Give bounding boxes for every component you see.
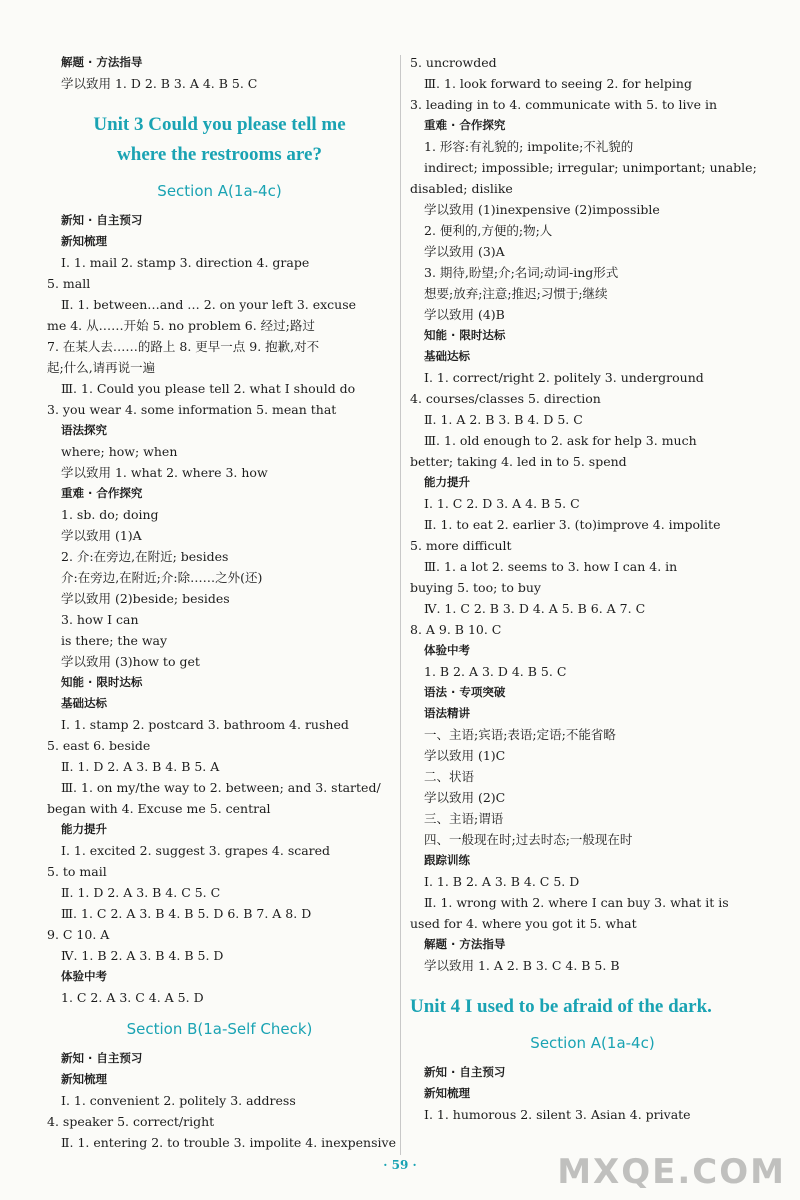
answer-line: Ⅲ. 1. a lot 2. seems to 3. how I can 4. in bbox=[424, 559, 678, 574]
answer-line: Ⅳ. 1. B 2. A 3. B 4. B 5. D bbox=[61, 948, 224, 963]
answer-line: Ⅲ. 1. look forward to seeing 2. for helping bbox=[424, 76, 692, 91]
answer-line: 学以致用 1. D 2. B 3. A 4. B 5. C bbox=[61, 76, 258, 91]
unit4-title: Unit 4 I used to be afraid of the dark. bbox=[410, 996, 712, 1017]
answer-line: 四、一般现在时;过去时态;一般现在时 bbox=[424, 832, 633, 847]
answer-line: better; taking 4. led in to 5. spend bbox=[410, 454, 627, 469]
answer-line: Ⅲ. 1. Could you please tell 2. what I should do bbox=[61, 381, 356, 396]
answer-line: 学以致用 1. what 2. where 3. how bbox=[61, 465, 268, 480]
answer-line: buying 5. too; to buy bbox=[410, 580, 541, 595]
heading-method-guide: 解题 · 方法指导 bbox=[61, 55, 143, 69]
heading-knowledge: 新知梳理 bbox=[424, 1086, 470, 1100]
answer-line: 1. 形容:有礼貌的; impolite;不礼貌的 bbox=[424, 139, 634, 154]
answer-line: began with 4. Excuse me 5. central bbox=[47, 801, 271, 816]
answer-line: 5. mall bbox=[47, 276, 91, 291]
answer-line: Ⅰ. 1. humorous 2. silent 3. Asian 4. private bbox=[424, 1107, 691, 1122]
answer-line: indirect; impossible; irregular; unimportant; unable; bbox=[424, 160, 757, 175]
heading-method-guide: 解题 · 方法指导 bbox=[424, 937, 506, 951]
answer-line: 7. 在某人去……的路上 8. 更早一点 9. 抱歉,对不 bbox=[47, 339, 320, 354]
answer-line: 8. A 9. B 10. C bbox=[410, 622, 502, 637]
heading-knowledge: 新知梳理 bbox=[61, 1072, 107, 1086]
answer-line: Ⅰ. 1. stamp 2. postcard 3. bathroom 4. rushed bbox=[61, 717, 349, 732]
answer-line: 3. you wear 4. some information 5. mean that bbox=[47, 402, 337, 417]
heading-preview: 新知 · 自主预习 bbox=[424, 1065, 506, 1079]
heading-grammar: 语法探究 bbox=[61, 423, 107, 437]
answer-line: 9. C 10. A bbox=[47, 927, 110, 942]
answer-line: 一、主语;宾语;表语;定语;不能省略 bbox=[424, 727, 616, 742]
answer-line: 5. to mail bbox=[47, 864, 107, 879]
answer-line: 学以致用 (2)C bbox=[424, 790, 506, 805]
answer-line: Ⅱ. 1. to eat 2. earlier 3. (to)improve 4. impolite bbox=[424, 517, 721, 532]
answer-line: Ⅱ. 1. wrong with 2. where I can buy 3. what it is bbox=[424, 895, 729, 910]
answer-line: 想要;放弃;注意;推迟;习惯于;继续 bbox=[424, 286, 608, 301]
answer-line: 三、主语;谓语 bbox=[424, 811, 504, 826]
answer-line: 1. B 2. A 3. D 4. B 5. C bbox=[424, 664, 567, 679]
answer-line: Ⅰ. 1. C 2. D 3. A 4. B 5. C bbox=[424, 496, 580, 511]
answer-line: 介:在旁边,在附近;介:除……之外(还) bbox=[61, 570, 263, 585]
heading-exam: 体验中考 bbox=[424, 643, 470, 657]
unit3-title-line1: Unit 3 Could you please tell me bbox=[93, 114, 346, 135]
heading-ability: 能力提升 bbox=[424, 475, 470, 489]
answer-line: used for 4. where you got it 5. what bbox=[410, 916, 637, 931]
page-number: · 59 · bbox=[383, 1158, 417, 1172]
answer-line: Ⅱ. 1. entering 2. to trouble 3. impolite 4. inexpensive bbox=[61, 1135, 396, 1150]
heading-timed-practice: 知能 · 限时达标 bbox=[61, 675, 143, 689]
answer-line: 1. C 2. A 3. C 4. A 5. D bbox=[61, 990, 204, 1005]
answer-line: 学以致用 (2)beside; besides bbox=[61, 591, 230, 606]
heading-basic: 基础达标 bbox=[61, 696, 107, 710]
answer-line: 学以致用 1. A 2. B 3. C 4. B 5. B bbox=[424, 958, 620, 973]
answer-line: 5. east 6. beside bbox=[47, 738, 151, 753]
answer-line: 起;什么,请再说一遍 bbox=[47, 360, 156, 375]
answer-line: 3. leading in to 4. communicate with 5. to live in bbox=[410, 97, 718, 112]
answer-line: Ⅰ. 1. excited 2. suggest 3. grapes 4. scared bbox=[61, 843, 331, 858]
answer-line: 5. more difficult bbox=[410, 538, 512, 553]
answer-line: is there; the way bbox=[61, 633, 168, 648]
answer-line: 4. courses/classes 5. direction bbox=[410, 391, 601, 406]
answer-line: disabled; dislike bbox=[410, 181, 513, 196]
unit3-title-line2: where the restrooms are? bbox=[117, 144, 322, 165]
heading-exam: 体验中考 bbox=[61, 969, 107, 983]
heading-basic: 基础达标 bbox=[424, 349, 470, 363]
answer-line: Ⅲ. 1. C 2. A 3. B 4. B 5. D 6. B 7. A 8. D bbox=[61, 906, 312, 921]
heading-key-points: 重难 · 合作探究 bbox=[424, 118, 506, 132]
left-column bbox=[47, 52, 396, 1153]
section-a-unit4-heading: Section A(1a-4c) bbox=[530, 1034, 655, 1052]
answer-line: 1. sb. do; doing bbox=[61, 507, 159, 522]
answer-line: Ⅱ. 1. A 2. B 3. B 4. D 5. C bbox=[424, 412, 583, 427]
answer-line: 学以致用 (1)inexpensive (2)impossible bbox=[424, 202, 660, 217]
answer-line: Ⅰ. 1. B 2. A 3. B 4. C 5. D bbox=[424, 874, 580, 889]
answer-line: 4. speaker 5. correct/right bbox=[47, 1114, 215, 1129]
answer-line: 学以致用 (4)B bbox=[424, 307, 505, 322]
answer-line: Ⅲ. 1. old enough to 2. ask for help 3. much bbox=[424, 433, 697, 448]
heading-key-points: 重难 · 合作探究 bbox=[61, 486, 143, 500]
answer-line: Ⅰ. 1. convenient 2. politely 3. address bbox=[61, 1093, 296, 1108]
answer-line: 5. uncrowded bbox=[410, 55, 497, 70]
heading-knowledge: 新知梳理 bbox=[61, 234, 107, 248]
heading-ability: 能力提升 bbox=[61, 822, 107, 836]
section-b-heading: Section B(1a-Self Check) bbox=[126, 1020, 313, 1038]
answer-line: 二、状语 bbox=[424, 769, 475, 784]
heading-timed-practice: 知能 · 限时达标 bbox=[424, 328, 506, 342]
watermark-logo: MXQE.COM bbox=[557, 1152, 786, 1192]
answer-line: 学以致用 (1)A bbox=[61, 528, 142, 543]
heading-tracking: 跟踪训练 bbox=[424, 853, 470, 867]
answer-line: Ⅰ. 1. correct/right 2. politely 3. underground bbox=[424, 370, 704, 385]
answer-line: me 4. 从……开始 5. no problem 6. 经过;路过 bbox=[47, 318, 315, 333]
heading-preview: 新知 · 自主预习 bbox=[61, 213, 143, 227]
answer-line: Ⅲ. 1. on my/the way to 2. between; and 3. started/ bbox=[61, 780, 381, 795]
answer-line: 2. 便利的,方便的;物;人 bbox=[424, 223, 553, 238]
answer-line: Ⅱ. 1. D 2. A 3. B 4. C 5. C bbox=[61, 885, 221, 900]
answer-line: 学以致用 (1)C bbox=[424, 748, 506, 763]
answer-line: Ⅳ. 1. C 2. B 3. D 4. A 5. B 6. A 7. C bbox=[424, 601, 646, 616]
heading-preview: 新知 · 自主预习 bbox=[61, 1051, 143, 1065]
answer-line: Ⅱ. 1. between…and … 2. on your left 3. excuse bbox=[61, 297, 357, 312]
heading-grammar-special: 语法 · 专项突破 bbox=[424, 685, 506, 699]
heading-grammar-detail: 语法精讲 bbox=[424, 706, 470, 720]
answer-line: 2. 介:在旁边,在附近; besides bbox=[61, 549, 229, 564]
answer-line: Ⅰ. 1. mail 2. stamp 3. direction 4. grape bbox=[61, 255, 310, 270]
answer-line: 3. 期待,盼望;介;名词;动词-ing形式 bbox=[424, 265, 619, 280]
answer-line: Ⅱ. 1. D 2. A 3. B 4. B 5. A bbox=[61, 759, 220, 774]
section-a-heading: Section A(1a-4c) bbox=[157, 182, 282, 200]
answer-line: 学以致用 (3)how to get bbox=[61, 654, 200, 669]
answer-line: 3. how I can bbox=[61, 612, 139, 627]
answer-line: where; how; when bbox=[61, 444, 178, 459]
right-column bbox=[410, 52, 775, 1125]
answer-line: 学以致用 (3)A bbox=[424, 244, 505, 259]
column-divider bbox=[400, 55, 401, 1155]
